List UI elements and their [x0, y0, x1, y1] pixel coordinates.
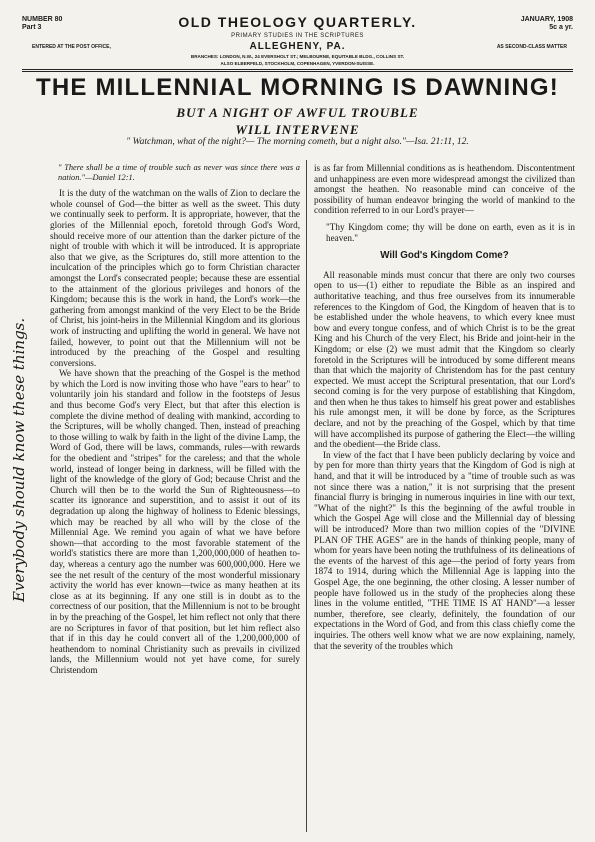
publication-city: ALLEGHENY, PA. — [249, 41, 346, 52]
branches-info — [22, 53, 573, 67]
entered-note: ENTERED AT THE POST OFFICE, — [32, 44, 111, 50]
masthead-rule — [22, 69, 573, 70]
article-paragraph: In view of the fact that I have been publicly declaring by voice and by pen for more than thirty years that the Kingdom of God is nigh at hand, and that it will be introduced by a "time of trouble such as was not since there was a nation," it is not surprising that the present financial flurry is bringing in numerous inquiries in line with our text, "What of the night?" Is this the beginning of the awful trouble in which the Gospel Age will close and the Millennial day of blessing will be introduced? More than two million copies of the "DIVINE PLAN OF THE AGES" are in the hands of thinking people, many of whom for years have been noting the truthfulness of its delineations of the events of the harvest of this age—the period of forty years from 1874 to 1914, during which the Millennial Age is lapping into the Gospel Age, the one beginning, the other closing. A lesser number of people have followed us in the study of the prophecies along these lines in the volume entitled, "THE TIME IS AT HAND"—a lesser number, therefore, see clearly, definitely, the foundation of our expectations in the Word of God, and from this class chiefly come the inquiries. The others well know what we are now explaining, namely, that the severity of the troubles which — [314, 449, 575, 651]
daniel-quote: " There shall be a time of trouble such as never was since there was a nation."—Daniel 12:1. — [58, 163, 300, 182]
article-paragraph: We have shown that the preaching of the Gospel is the method by which the Lord is now inviting those who have "ears to hear" to voluntarily join his standard and follow in the footsteps of Jesus and thus become God's very Elect, but that after this election is complete the divine method of dealing with mankind, according to the Scriptures, will be wholly changed. Then, instead of preaching to those willing to walk by faith in the light of the divine Lamp, the Word of God, there will be laws, commands, rules—with rewards for the obedient and "stripes" for the careless; and that the whole world, instead of longer being in darkness, will be filled with the light of the knowledge of the glory of God; because Christ and the Church will then be to the world the Sun of Righteousness—to scatter its ignorance and superstition, and to assist it out of its degradation up along the highway of holiness to Edenic blessings, which may be reached by all who will by the close of the Millennial Age. We remind you again of what we have before shown—that according to the most favorable statement of the world's statistics there are more than 1,200,000,000 of heathen to-day, whereas a century ago the number was 600,000,000. Here we see the net result of the century of the most wonderful missionary activity the world has ever known—twice as many heathen at its close as at its beginning. If any one still is in doubt as to the correctness of our position, that the Millennium is not to be brought in by the preaching of the Gospel, let him reflect not only that there are no Scriptures in favor of that position, but let him reflect also that if in this day he could convert all of the 1,200,000,000 of heathendom to nominal Christianity such as prevails in civilized lands, the Millennium would not yet have come, for surely Christendom — [50, 368, 300, 675]
epigraph: " Watchman, what of the night?— The morning cometh, but a night also."—Isa. 21:11, 12. — [126, 137, 469, 147]
subheadline-2: WILL INTERVENE — [235, 122, 360, 137]
handwritten-annotation — [0, 230, 38, 610]
part-line: Part 3 — [22, 24, 42, 31]
second-class-note: AS SECOND-CLASS MATTER — [496, 44, 567, 50]
section-heading: Will God's Kingdom Come? — [380, 250, 509, 262]
annotation-text: Everybody should know these things. — [10, 317, 28, 602]
journal-subtitle: PRIMARY STUDIES IN THE SCRIPTURES — [231, 33, 364, 39]
number-line: NUMBER 80 — [22, 16, 63, 23]
left-column — [50, 163, 300, 676]
branches-line-2: ALSO ELBERFELD, STOCKHOLM, COPENHAGEN, YVERDON-SUISSE. — [220, 61, 375, 66]
handwritten-annotation-image — [0, 230, 38, 610]
masthead — [22, 10, 573, 137]
article-paragraph: All reasonable minds must concur that there are only two courses open to us—(1) either to repudiate the Bible as an inspired and authoritative teaching, and thus free ourselves from its innumerable references to the Kingdom of God, the Kingdom of heaven that is to be established under the whole heavens, to which every knee must bow and every tongue confess, and of which Christ is to be the great King and his Church of the very Elect, his Bride and joint-heir in the Kingdom; or else (2) we must admit that the Kingdom so clearly foretold in the Scriptures will be introduced by some different means than that which the majority of Christendom has for the past century expected. We must accept the Scriptural presentation, that our Lord's second coming is for the very purpose of establishing that Kingdom, and then when he thus takes to himself his great power and establishes his rule amongst men, it will be done by force, as the Scriptures declare, and not by the preaching of the Gospel, which by that time will have accomplished its purpose of gathering the Elect—the willing and the obedient—the Bride class. — [314, 269, 575, 450]
date-line: JANUARY, 1908 — [520, 16, 573, 23]
lords-prayer-quote: "Thy Kingdom come; thy will be done on earth, even as it is in heaven." — [326, 221, 575, 243]
headline: THE MILLENNIAL MORNING IS DAWNING! — [35, 74, 559, 101]
masthead-rule-double — [22, 71, 573, 72]
right-column — [314, 163, 575, 651]
price-line: 5c a yr. — [549, 24, 573, 31]
subheadline-1: BUT A NIGHT OF AWFUL TROUBLE — [176, 105, 419, 120]
branches-line-1: BRANCHES: LONDON, N.W., 24 EVERSHOLT ST.; MELBOURNE, EQUITABLE BLDG., COLLINS ST. — [190, 54, 405, 59]
issue-date — [521, 16, 573, 32]
journal-title: OLD THEOLOGY QUARTERLY. — [178, 14, 417, 30]
article-paragraph: is as far from Millennial conditions as is heathendom. Discontentment and unhappiness are even more widespread amongst the civilized than amongst the heathen. No reasonable mind can conceive of the possibility of human endeavor bringing the world of mankind to the condition referred to in our Lord's prayer— — [314, 163, 575, 216]
column-divider — [306, 160, 307, 832]
article-paragraph: It is the duty of the watchman on the walls of Zion to declare the whole counsel of God—the bitter as well as the sweet. This duty we continually seek to perform. It is appropriate, however, that the glories of the Millennial epoch, foretold through God's Word, should receive more of our attention than the darker picture of the night of trouble with which it will be introduced. It is appropriate also that we give, as the Scriptures do, still more attention to the inculcation of the principles which go to form Christian character amongst the Lord's consecrated people; because these are essential to the attainment of the glorious privileges and honors of the Kingdom; because this is the work in hand, the Lord's work—the gathering from amongst mankind of the very Elect to be the Bride of Christ, his joint-heirs in the Millennial Kingdom and its glorious work of instructing and uplifting the world in general. We have not failed, however, to point out that the Millennium will not be introduced by the preaching of the Gospel and resulting conversions. — [50, 188, 300, 368]
